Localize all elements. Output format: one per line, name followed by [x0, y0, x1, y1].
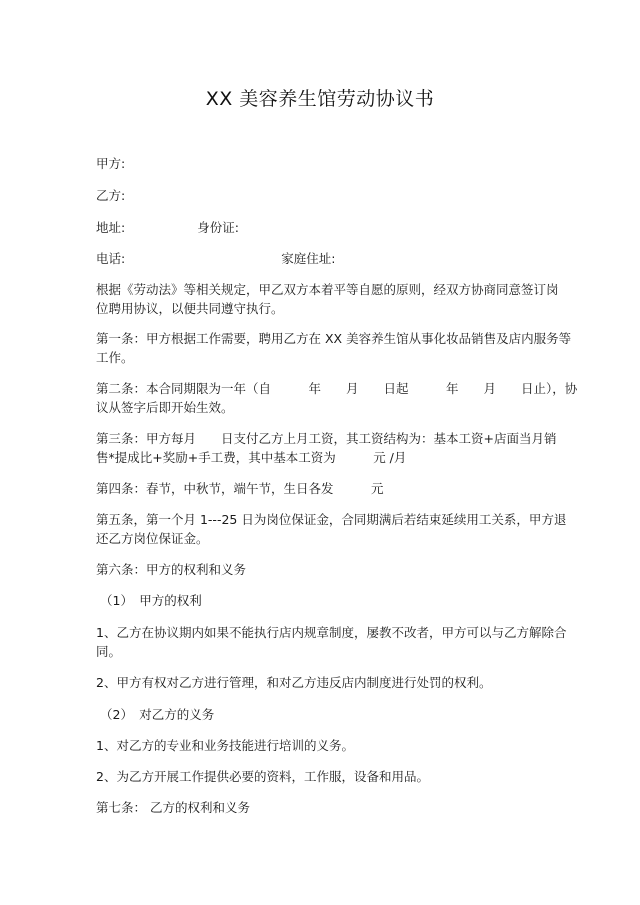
- article-1-line-2: 工作。: [96, 350, 134, 365]
- document-title: XX 美容养生馆劳动协议书: [205, 88, 435, 110]
- article-2-line-2: 议从签字后即开始生效。: [96, 400, 234, 415]
- article-3-line-2: 售*提成比+奖励+手工费，其中基本工资为 元 /月: [96, 450, 407, 465]
- article-6-right-1-line-2: 同。: [96, 644, 122, 659]
- party-b-label: 乙方:: [96, 188, 126, 203]
- article-5-line-1: 第五条，第一个月 1---25 日为岗位保证金，合同期满后若结束延续用工关系，甲方退: [96, 512, 567, 527]
- article-6-sub-1: （1） 甲方的权利: [100, 593, 202, 608]
- article-6-right-2: 2、甲方有权对乙方进行管理，和对乙方违反店内制度进行处罚的权利。: [96, 675, 492, 690]
- phone-line: [96, 249, 335, 269]
- article-6-heading: 第六条：甲方的权利和义务: [96, 562, 247, 577]
- party-a-label: 甲方:: [96, 156, 126, 171]
- article-5-line-2: 还乙方岗位保证金。: [96, 531, 209, 546]
- article-2-line-1: 第二条：本合同期限为一年（自 年 月 日起 年 月 日止），协: [96, 381, 578, 396]
- intro-line-1: 根据《劳动法》等相关规定，甲乙双方本着平等自愿的原则，经双方协商同意签订岗: [96, 282, 559, 297]
- id-card-label: 身份证:: [197, 220, 239, 235]
- article-6-right-1-line-1: 1、乙方在协议期内如果不能执行店内规章制度，屡教不改者，甲方可以与乙方解除合: [96, 625, 567, 640]
- article-6-duty-2: 2、为乙方开展工作提供必要的资料，工作服，设备和用品。: [96, 769, 429, 784]
- article-6-duty-1: 1、对乙方的专业和业务技能进行培训的义务。: [96, 738, 354, 753]
- article-1-line-1: 第一条：甲方根据工作需要，聘用乙方在 XX 美容养生馆从事化妆品销售及店内服务等: [96, 331, 572, 346]
- article-3-line-1: 第三条：甲方每月 日支付乙方上月工资，其工资结构为：基本工资+店面当月销: [96, 431, 557, 446]
- article-7-heading: 第七条： 乙方的权利和义务: [96, 800, 250, 815]
- article-4: 第四条：春节，中秋节，端午节，生日各发 元: [96, 481, 384, 496]
- home-address-label: 家庭住址:: [281, 251, 336, 266]
- address-label: 地址:: [96, 220, 126, 235]
- article-6-sub-2: （2） 对乙方的义务: [100, 707, 215, 722]
- address-line: [96, 218, 239, 238]
- intro-line-2: 位聘用协议，以便共同遵守执行。: [96, 301, 284, 316]
- phone-label: 电话:: [96, 251, 126, 266]
